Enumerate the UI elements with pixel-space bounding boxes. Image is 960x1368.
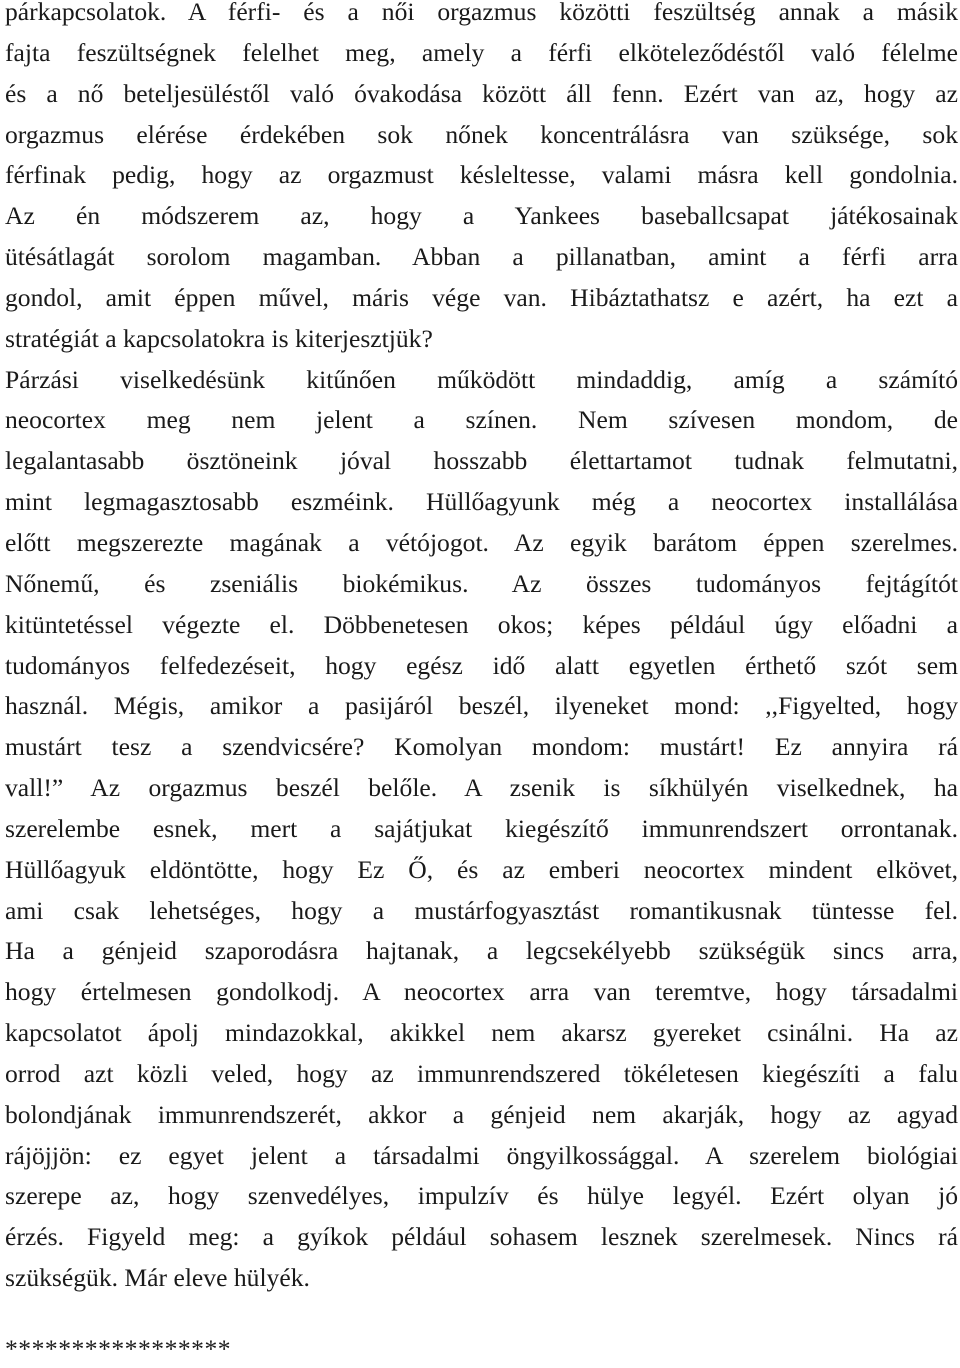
text-line: hogy értelmesen gondolkodj. A neocortex arra van teremtve, hogy társadalmi [5, 977, 958, 1007]
text-line: orrod azt közli veled, hogy az immunrendszered tökéletesen kiegészíti a falu [5, 1058, 958, 1088]
text-line: tudományos felfedezéseit, hogy egész idő alatt egyetlen érthető szót sem [5, 650, 958, 680]
text-line: Ha a génjeid szaporodásra hajtanak, a legcsekélyebb szükségük sincs arra, [5, 936, 958, 966]
text-line: szerelembe esnek, mert a sajátjukat kiegészítő immunrendszert orrontanak. [5, 813, 958, 843]
text-line: mint legmagasztosabb eszméink. Hüllőagyunk még a neocortex installálása [5, 487, 958, 517]
text-line: stratégiát a kapcsolatokra is kiterjesztjük? [5, 323, 433, 353]
text-line: és a nő beteljesüléstől való óvakodása között áll fenn. Ezért van az, hogy az [5, 78, 958, 108]
text-line: bolondjának immunrendszerét, akkor a génjeid nem akarják, hogy az agyad [5, 1099, 958, 1129]
text-line: Párzási viselkedésünk kitűnően működött mindaddig, amíg a számító [5, 364, 958, 394]
text-line: kitüntetéssel végezte el. Döbbenetesen okos; képes például úgy előadni a [5, 609, 958, 639]
text-line: fajta feszültségnek felelhet meg, amely a férfi elköteleződéstől való félelme [5, 37, 958, 67]
text-line: orgazmus elérése érdekében sok nőnek koncentrálásra van szüksége, sok [5, 119, 958, 149]
text-line: legalantasabb ösztöneink jóval hosszabb élettartamot tudnak felmutatni, [5, 446, 958, 476]
section-separator: ***************** [5, 1334, 232, 1363]
body-text [5, 0, 958, 1299]
text-line: ütésátlagát sorolom magamban. Abban a pillanatban, amint a férfi arra [5, 242, 958, 272]
text-line: gondol, amit éppen művel, máris vége van. Hibáztathatsz e azért, ha ezt a [5, 282, 958, 312]
text-line: Nőnemű, és zseniális biokémikus. Az összes tudományos fejtágítót [5, 568, 958, 598]
text-line: neocortex meg nem jelent a színen. Nem szívesen mondom, de [5, 405, 958, 435]
text-line: előtt megszerezte magának a vétójogot. Az egyik barátom éppen szerelmes. [5, 527, 958, 557]
text-line: ami csak lehetséges, hogy a mustárfogyasztást romantikusnak tüntesse fel. [5, 895, 958, 925]
text-line: mustárt tesz a szendvicsére? Komolyan mondom: mustárt! Ez annyira rá [5, 732, 958, 762]
text-line: érzés. Figyeld meg: a gyíkok például sohasem lesznek szerelmesek. Nincs rá [5, 1222, 958, 1252]
text-line: kapcsolatot ápolj mindazokkal, akikkel nem akarsz gyereket csinálni. Ha az [5, 1018, 958, 1048]
text-line: szükségük. Már eleve hülyék. [5, 1263, 310, 1293]
text-line: rájöjjön: ez egyet jelent a társadalmi öngyilkossággal. A szerelem biológiai [5, 1140, 958, 1170]
text-line: férfinak pedig, hogy az orgazmust késleltesse, valami másra kell gondolnia. [5, 160, 958, 190]
text-line: vall!” Az orgazmus beszél belőle. A zsenik is síkhülyén viselkednek, ha [5, 773, 958, 803]
text-line: szerepe az, hogy szenvedélyes, impulzív és hülye legyél. Ezért olyan jó [5, 1181, 958, 1211]
text-line: párkapcsolatok. A férfi- és a női orgazmus közötti feszültség annak a másik [5, 0, 958, 26]
text-line: Az én módszerem az, hogy a Yankees baseballcsapat játékosainak [5, 201, 958, 231]
text-line: Hüllőagyuk eldöntötte, hogy Ez Ő, és az emberi neocortex mindent elkövet, [5, 854, 958, 884]
text-line: használ. Mégis, amikor a pasijáról beszél, ilyeneket mond: ,,Figyelted, hogy [5, 691, 958, 721]
